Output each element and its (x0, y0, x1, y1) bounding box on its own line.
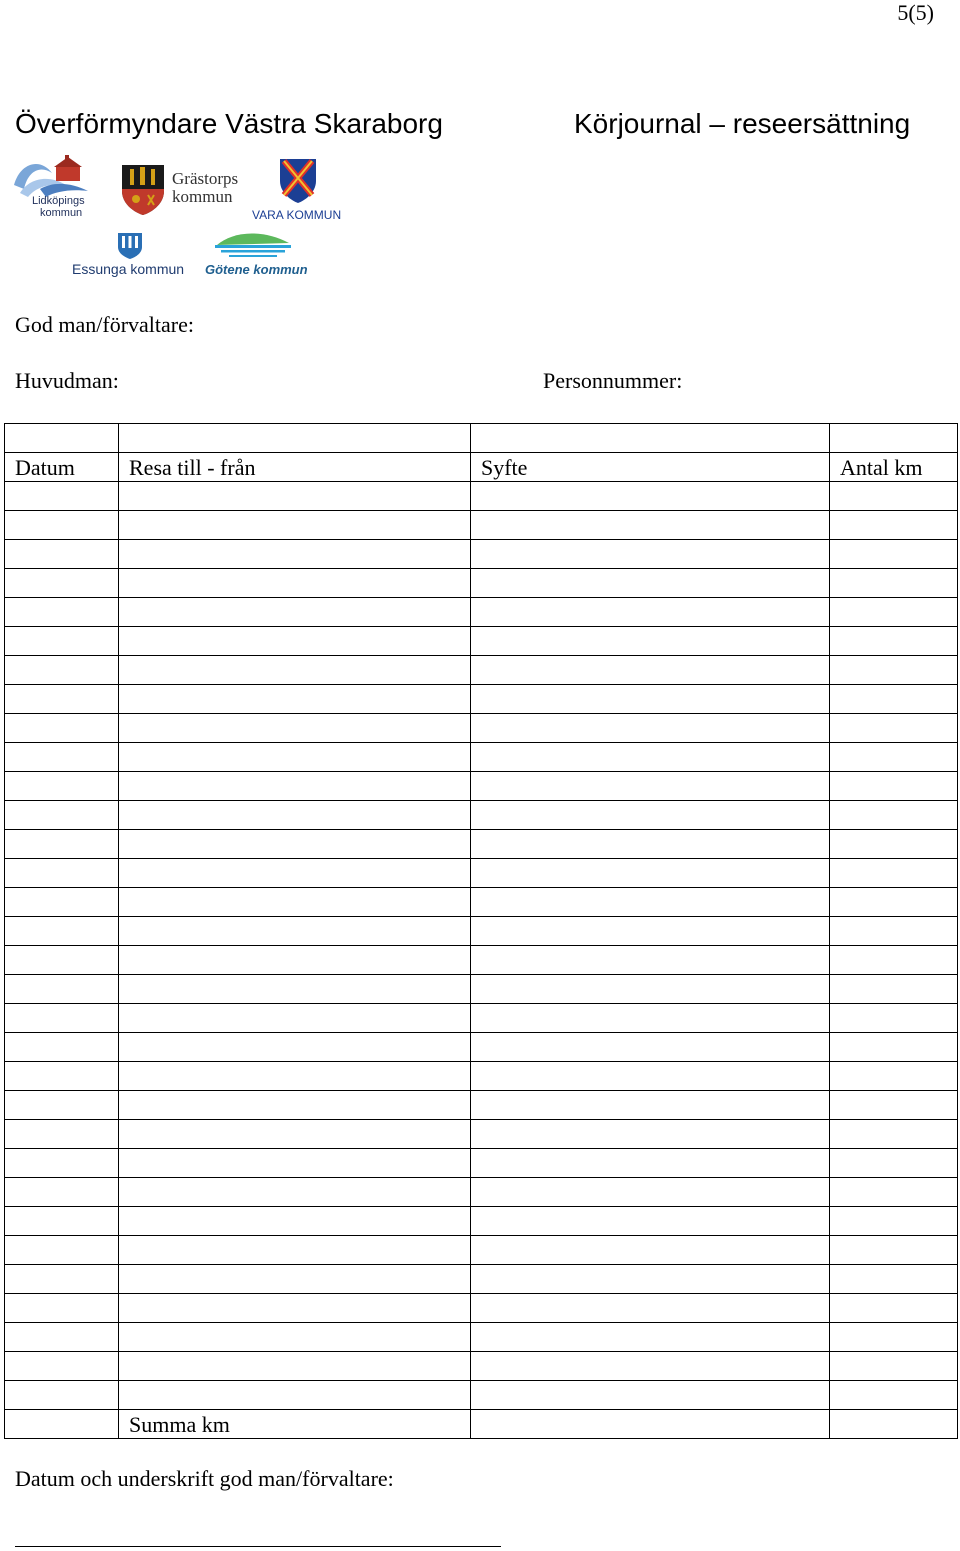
table-cell[interactable] (830, 685, 958, 714)
table-cell[interactable] (5, 1004, 119, 1033)
table-cell[interactable] (5, 482, 119, 511)
table-cell[interactable] (5, 1033, 119, 1062)
table-cell[interactable] (5, 1062, 119, 1091)
organization-title: Överförmyndare Västra Skaraborg (15, 108, 443, 139)
principal-label: Huvudman: (15, 368, 119, 393)
lidkoping-line1: Lidköpings (32, 195, 85, 207)
table-cell[interactable] (5, 1091, 119, 1120)
table-cell[interactable] (5, 1178, 119, 1207)
table-cell[interactable] (471, 1323, 830, 1352)
table-row (5, 1062, 958, 1091)
table-row (5, 685, 958, 714)
table-cell[interactable] (5, 598, 119, 627)
table-cell[interactable] (119, 1381, 471, 1410)
table-cell[interactable] (830, 1120, 958, 1149)
table-cell[interactable] (471, 685, 830, 714)
table-cell[interactable] (830, 801, 958, 830)
table-row (5, 830, 958, 859)
mileage-table-body (5, 424, 958, 1439)
sum-value-cell[interactable] (830, 1410, 958, 1439)
table-cell[interactable] (830, 830, 958, 859)
document-title: Körjournal – reseersättning (574, 108, 911, 139)
table-cell[interactable] (119, 1207, 471, 1236)
table-row (5, 888, 958, 917)
table-row (5, 714, 958, 743)
table-row (5, 1091, 958, 1120)
table-cell[interactable] (830, 627, 958, 656)
table-cell[interactable] (471, 1236, 830, 1265)
table-cell[interactable] (5, 685, 119, 714)
table-cell[interactable] (119, 569, 471, 598)
grastorp-shield-icon (120, 163, 166, 215)
table-cell[interactable] (471, 743, 830, 772)
table-cell[interactable] (471, 1062, 830, 1091)
table-cell[interactable] (119, 801, 471, 830)
table-cell[interactable] (119, 656, 471, 685)
signature-line[interactable] (15, 1546, 501, 1547)
table-cell[interactable] (119, 830, 471, 859)
table-cell[interactable] (471, 1149, 830, 1178)
table-cell[interactable] (830, 1381, 958, 1410)
table-cell[interactable] (119, 424, 471, 453)
table-cell[interactable] (471, 656, 830, 685)
table-row (5, 801, 958, 830)
table-cell[interactable] (830, 482, 958, 511)
table-cell[interactable] (119, 1120, 471, 1149)
table-cell[interactable] (471, 830, 830, 859)
table-row (5, 540, 958, 569)
essunga-emblem-icon (116, 231, 144, 259)
vara-text: VARA KOMMUN (252, 208, 342, 222)
table-cell[interactable] (119, 511, 471, 540)
table-cell[interactable] (471, 1294, 830, 1323)
table-cell[interactable] (5, 714, 119, 743)
lidkoping-line2: kommun (40, 207, 83, 219)
mileage-table (4, 423, 958, 1439)
lidkoping-emblem-icon (10, 155, 95, 199)
table-cell[interactable] (119, 743, 471, 772)
table-cell[interactable] (830, 1236, 958, 1265)
page-number: 5(5) (897, 0, 934, 25)
table-cell[interactable] (471, 1091, 830, 1120)
table-cell[interactable] (471, 1178, 830, 1207)
table-cell[interactable] (119, 1091, 471, 1120)
table-cell[interactable] (471, 1004, 830, 1033)
table-row (5, 1149, 958, 1178)
table-cell[interactable] (830, 1207, 958, 1236)
table-row (5, 1236, 958, 1265)
vara-logo (250, 157, 350, 223)
table-row (5, 1207, 958, 1236)
table-cell[interactable] (471, 946, 830, 975)
table-cell[interactable] (5, 627, 119, 656)
table-cell[interactable] (830, 859, 958, 888)
table-header-row (5, 453, 958, 482)
table-cell[interactable] (5, 830, 119, 859)
table-cell[interactable] (471, 714, 830, 743)
table-cell[interactable] (5, 975, 119, 1004)
table-cell[interactable] (830, 511, 958, 540)
table-cell[interactable] (5, 801, 119, 830)
table-row (5, 1004, 958, 1033)
table-cell[interactable] (119, 1178, 471, 1207)
table-row (5, 1381, 958, 1410)
table-cell[interactable] (5, 656, 119, 685)
table-cell[interactable] (5, 859, 119, 888)
table-cell[interactable] (471, 1033, 830, 1062)
table-cell[interactable] (471, 772, 830, 801)
table-cell[interactable] (471, 1207, 830, 1236)
table-cell[interactable] (119, 1265, 471, 1294)
table-row (5, 656, 958, 685)
table-row (5, 859, 958, 888)
table-row (5, 1033, 958, 1062)
table-cell[interactable] (830, 1091, 958, 1120)
table-cell[interactable] (5, 540, 119, 569)
table-cell[interactable] (5, 1381, 119, 1410)
table-cell[interactable] (5, 1294, 119, 1323)
table-cell[interactable] (830, 656, 958, 685)
header-resa: Resa till - från (119, 453, 471, 482)
table-cell[interactable] (5, 888, 119, 917)
table-cell[interactable] (5, 743, 119, 772)
table-cell[interactable] (119, 540, 471, 569)
table-cell[interactable] (5, 1323, 119, 1352)
table-cell[interactable] (830, 946, 958, 975)
table-cell[interactable] (830, 598, 958, 627)
grastorp-logo (120, 163, 255, 223)
table-cell[interactable] (5, 1410, 119, 1439)
table-cell[interactable] (119, 1323, 471, 1352)
table-cell[interactable] (119, 859, 471, 888)
table-cell[interactable] (830, 1178, 958, 1207)
table-cell[interactable] (471, 1120, 830, 1149)
table-cell[interactable] (119, 1149, 471, 1178)
grastorp-line2: kommun (172, 187, 233, 206)
table-cell[interactable] (471, 859, 830, 888)
table-cell[interactable] (830, 743, 958, 772)
table-row (5, 743, 958, 772)
table-cell[interactable] (830, 569, 958, 598)
header-syfte: Syfte (471, 453, 830, 482)
table-cell[interactable] (5, 1149, 119, 1178)
sum-row (5, 1410, 958, 1439)
table-cell[interactable] (471, 482, 830, 511)
table-cell[interactable] (830, 1294, 958, 1323)
table-row (5, 1294, 958, 1323)
table-cell[interactable] (471, 1381, 830, 1410)
table-cell[interactable] (5, 1352, 119, 1381)
table-cell[interactable] (5, 946, 119, 975)
table-cell[interactable] (830, 1352, 958, 1381)
signature-label: Datum och underskrift god man/förvaltare: (15, 1466, 394, 1491)
table-cell[interactable] (830, 1033, 958, 1062)
table-cell[interactable] (119, 1294, 471, 1323)
table-cell[interactable] (830, 917, 958, 946)
table-row (5, 946, 958, 975)
table-cell[interactable] (830, 1323, 958, 1352)
lidkoping-logo (10, 155, 95, 225)
gotene-text: Götene kommun (205, 262, 308, 277)
table-row (5, 598, 958, 627)
table-cell[interactable] (830, 772, 958, 801)
vara-shield-icon (278, 157, 318, 203)
table-row (5, 772, 958, 801)
table-row (5, 1265, 958, 1294)
essunga-text: Essunga kommun (72, 261, 185, 277)
personal-number-label: Personnummer: (543, 368, 683, 393)
table-cell[interactable] (830, 1149, 958, 1178)
table-cell[interactable] (471, 569, 830, 598)
table-row (5, 1120, 958, 1149)
table-cell[interactable] (119, 627, 471, 656)
table-cell[interactable] (5, 569, 119, 598)
grastorp-line1: Grästorps (172, 169, 239, 188)
table-cell[interactable] (471, 801, 830, 830)
table-row (5, 1178, 958, 1207)
gotene-landscape-icon (213, 229, 293, 259)
table-cell[interactable] (5, 1236, 119, 1265)
table-row (5, 424, 958, 453)
table-cell[interactable] (471, 511, 830, 540)
table-cell[interactable] (830, 975, 958, 1004)
table-cell[interactable] (119, 1352, 471, 1381)
table-cell[interactable] (830, 1004, 958, 1033)
table-cell[interactable] (830, 424, 958, 453)
table-cell[interactable] (471, 1410, 830, 1439)
table-cell[interactable] (5, 511, 119, 540)
table-cell[interactable] (830, 714, 958, 743)
essunga-logo (70, 231, 195, 281)
table-cell[interactable] (5, 917, 119, 946)
table-cell[interactable] (5, 1207, 119, 1236)
table-cell[interactable] (119, 1004, 471, 1033)
table-cell[interactable] (119, 917, 471, 946)
table-cell[interactable] (830, 540, 958, 569)
header-antal-km: Antal km (830, 453, 958, 482)
table-row (5, 569, 958, 598)
table-row (5, 917, 958, 946)
table-row (5, 482, 958, 511)
municipality-logos (10, 155, 355, 285)
table-cell[interactable] (471, 888, 830, 917)
table-cell[interactable] (119, 482, 471, 511)
table-cell[interactable] (119, 1033, 471, 1062)
table-cell[interactable] (471, 1352, 830, 1381)
table-cell[interactable] (471, 975, 830, 1004)
table-cell[interactable] (119, 975, 471, 1004)
table-cell[interactable] (830, 1265, 958, 1294)
table-cell[interactable] (471, 540, 830, 569)
sum-label: Summa km (119, 1410, 471, 1439)
table-cell[interactable] (119, 685, 471, 714)
table-row (5, 1323, 958, 1352)
table-cell[interactable] (119, 772, 471, 801)
table-cell[interactable] (119, 946, 471, 975)
table-row (5, 1352, 958, 1381)
table-cell[interactable] (5, 772, 119, 801)
table-row (5, 627, 958, 656)
table-cell[interactable] (5, 1120, 119, 1149)
table-cell[interactable] (119, 598, 471, 627)
table-row (5, 511, 958, 540)
table-cell[interactable] (119, 888, 471, 917)
table-row (5, 975, 958, 1004)
table-cell[interactable] (471, 424, 830, 453)
table-cell[interactable] (5, 424, 119, 453)
header-datum: Datum (5, 453, 119, 482)
table-cell[interactable] (471, 598, 830, 627)
table-cell[interactable] (471, 917, 830, 946)
table-cell[interactable] (471, 627, 830, 656)
table-cell[interactable] (5, 1265, 119, 1294)
table-cell[interactable] (119, 1062, 471, 1091)
guardian-label: God man/förvaltare: (15, 312, 194, 337)
table-cell[interactable] (830, 1062, 958, 1091)
table-cell[interactable] (119, 714, 471, 743)
table-cell[interactable] (119, 1236, 471, 1265)
gotene-logo (205, 229, 308, 283)
table-cell[interactable] (830, 888, 958, 917)
table-cell[interactable] (471, 1265, 830, 1294)
